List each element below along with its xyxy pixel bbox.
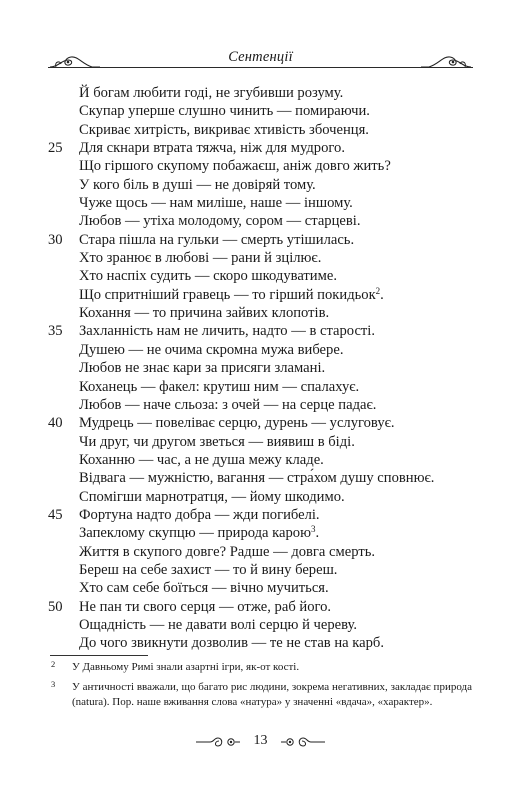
verse-text	[79, 249, 321, 267]
line-number: 25	[48, 140, 63, 157]
verse-line	[48, 414, 488, 432]
verse-line	[48, 506, 488, 524]
verse-text-main: Й богам любити годі, не згубивши розуму.	[79, 85, 344, 101]
verse-line	[48, 524, 488, 542]
page-number: 13	[253, 733, 268, 748]
verse-text-main: Для скнари втрата тяжча, ніж для мудрого.	[79, 140, 345, 157]
poem-body	[48, 84, 488, 653]
verse-text-main: Запеклому скупцю — природа карою	[79, 525, 312, 542]
verse-line	[48, 322, 488, 340]
verse-line	[48, 488, 488, 506]
verse-line	[48, 543, 488, 561]
running-title: Сентенції	[228, 49, 293, 65]
verse-text-main: Кохання — то причина зайвих клопотів.	[79, 305, 330, 322]
verse-text-main: Життя в скупого довге? Радше — довга смерть.	[79, 543, 376, 560]
verse-text-main: Мудрець — повеліває серцю, дурень — услуговує.	[79, 415, 395, 432]
footnote-rule	[50, 655, 148, 656]
verse-text	[79, 469, 434, 487]
page-footer	[0, 731, 521, 755]
verse-text	[79, 267, 337, 285]
verse-line	[48, 176, 488, 194]
verse-text-main: Хто наспіх судить — скоро шкодуватиме.	[79, 268, 337, 285]
verse-text-main: Хто сам себе боїться — вічно мучиться.	[79, 580, 329, 597]
verse-text	[79, 304, 329, 322]
footnote-reference: 2	[375, 285, 381, 296]
verse-text-main: Душею — не очима скромна мужа вибере.	[79, 341, 344, 358]
footnote	[50, 680, 472, 711]
verse-line	[48, 194, 488, 212]
line-number: 40	[48, 415, 63, 432]
verse-text	[79, 414, 395, 432]
verse-text-main: Коханець — факел: крутиш ним — спалахує.	[79, 378, 360, 395]
verse-text	[79, 488, 345, 506]
verse-line	[48, 378, 488, 396]
verse-text-punctuation: .	[315, 525, 320, 542]
verse-text	[79, 157, 391, 175]
footnote-reference: 3	[311, 524, 316, 535]
right-flourish-ornament	[421, 50, 473, 70]
verse-text	[79, 231, 354, 249]
verse-text-main: Береш на себе захист — то й вину береш.	[79, 561, 338, 578]
verse-text-main: Чуже щось — нам миліше, наше — іншому.	[79, 195, 353, 212]
verse-line	[48, 267, 488, 285]
verse-line	[48, 616, 488, 634]
verse-text	[79, 194, 353, 212]
line-number: 30	[48, 231, 63, 248]
verse-line	[48, 396, 488, 414]
verse-text-main: Коханню — час, а не душа межу кладе.	[79, 451, 324, 468]
verse-line	[48, 84, 488, 102]
verse-text	[79, 378, 359, 396]
verse-text	[79, 433, 355, 451]
verse-text-main: Спомігши марнотратця, — йому шкодимо.	[79, 488, 345, 505]
verse-text	[79, 524, 319, 542]
verse-text	[79, 84, 343, 102]
verse-line	[48, 341, 488, 359]
footnote-mark: 2	[51, 659, 56, 669]
verse-line	[48, 304, 488, 322]
verse-text	[79, 451, 324, 469]
verse-line	[48, 634, 488, 652]
right-page-ornament	[281, 735, 325, 749]
verse-line	[48, 121, 488, 139]
verse-text	[79, 176, 316, 194]
verse-text	[79, 396, 376, 414]
verse-line	[48, 231, 488, 249]
line-number: 45	[48, 506, 63, 523]
verse-text-main: Скриває хитрість, викриває хтивість збоченця.	[79, 121, 369, 138]
verse-text-main: У кого біль в душі — не довіряй тому.	[79, 176, 316, 193]
verse-text-main: До чого звикнути дозволив — те не став на карб.	[79, 635, 385, 652]
footnotes	[50, 660, 472, 715]
verse-line	[48, 451, 488, 469]
verse-text-main: Не пан ти свого серця — отже, раб його.	[79, 598, 332, 615]
footnote-text: У Давньому Римі знали азартні ігри, як-от кості.	[72, 661, 300, 673]
footnote-mark: 3	[51, 678, 56, 689]
verse-line	[48, 212, 488, 230]
verse-line	[48, 102, 488, 120]
verse-line	[48, 433, 488, 451]
footnote	[50, 660, 472, 676]
header-rule	[48, 67, 473, 68]
verse-text	[79, 102, 370, 120]
verse-text	[79, 341, 343, 359]
verse-text-main: Хто зранює в любові — рани й зцілює.	[79, 250, 322, 267]
verse-text-punctuation: .	[380, 286, 384, 303]
verse-text	[79, 286, 384, 304]
verse-text	[79, 579, 329, 597]
footnote-text: У античності вважали, що багато рис людини, зокрема негативних, закладає природа (natura). Пор. наше вживання слова «натура» у значенні «вдача», «характер».	[72, 680, 472, 708]
verse-text	[79, 506, 320, 524]
verse-text-main: Скупар уперше слушно чинить — помираючи.	[79, 103, 370, 120]
verse-text-main: Фортуна надто добра — жди погибелі.	[79, 506, 320, 523]
verse-text-main: Відвага — мужністю, вагання — стра́хом душу сповнює.	[79, 470, 435, 487]
verse-line	[48, 157, 488, 175]
verse-text-main: Ощадність — не давати волі серцю й череву.	[79, 616, 358, 633]
verse-line	[48, 286, 488, 304]
verse-text	[79, 322, 375, 340]
verse-text	[79, 634, 384, 652]
verse-text	[79, 598, 331, 616]
verse-text	[79, 359, 325, 377]
verse-line	[48, 359, 488, 377]
verse-text-main: Що гіршого скупому побажаєш, аніж довго жить?	[79, 158, 391, 175]
verse-text	[79, 543, 375, 561]
line-number: 50	[48, 598, 63, 615]
verse-text-main: Любов — утіха молодому, сором — старцеві.	[79, 213, 361, 230]
verse-text-main: Любов не знає кари за присяги зламані.	[79, 360, 326, 377]
verse-line	[48, 579, 488, 597]
verse-line	[48, 561, 488, 579]
verse-text-main: Що спритніший гравець — то гірший покидьок	[79, 286, 376, 303]
verse-line	[48, 139, 488, 157]
verse-text-main: Чи друг, чи другом зветься — виявиш в біді.	[79, 433, 355, 450]
verse-text	[79, 121, 369, 139]
verse-line	[48, 469, 488, 487]
line-number: 35	[48, 323, 63, 340]
verse-text	[79, 139, 345, 157]
running-header	[48, 46, 473, 76]
verse-text	[79, 212, 360, 230]
verse-line	[48, 598, 488, 616]
verse-text	[79, 616, 357, 634]
verse-text-main: Захланність нам не личить, надто — в старості.	[79, 323, 376, 340]
verse-text	[79, 561, 337, 579]
verse-text-main: Любов — наче сльоза: з очей — на серце падає.	[79, 396, 377, 413]
verse-line	[48, 249, 488, 267]
verse-text-main: Стара пішла на гульки — смерть утішилась.	[79, 231, 355, 248]
